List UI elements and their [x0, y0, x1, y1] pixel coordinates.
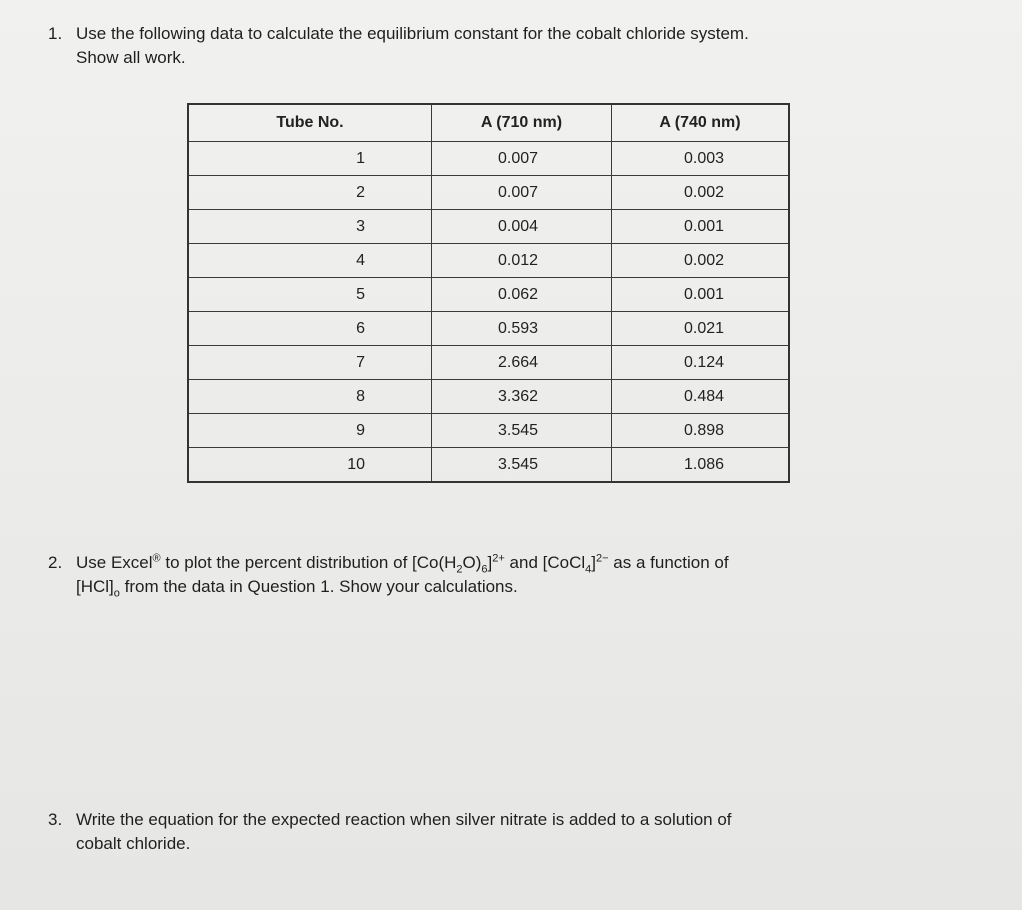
question-3-line-2: cobalt chloride. [76, 834, 191, 853]
table-row [188, 210, 789, 244]
cell-tube-no: 9 [188, 414, 432, 448]
cell-a-710: 2.664 [432, 346, 612, 380]
table-row [188, 346, 789, 380]
registered-mark: ® [152, 552, 161, 565]
question-3-number: 3. [48, 810, 63, 829]
cell-a-740: 1.086 [612, 448, 790, 483]
header-a-710: A (710 nm) [432, 104, 612, 142]
cell-tube-no: 3 [188, 210, 432, 244]
table-row [188, 176, 789, 210]
and-text: and [CoCl [504, 553, 586, 572]
cell-a-710: 3.545 [432, 448, 612, 483]
cell-a-710: 0.007 [432, 176, 612, 210]
tail-text: as a function of [608, 553, 729, 572]
cell-tube-no: 1 [188, 142, 432, 176]
cell-a-710: 3.362 [432, 380, 612, 414]
table-header-row [188, 104, 789, 142]
header-tube-no: Tube No. [188, 104, 432, 142]
cell-tube-no: 5 [188, 278, 432, 312]
question-1-line-1: Use the following data to calculate the equilibrium constant for the cobalt chloride system. [76, 24, 749, 43]
cell-a-740: 0.002 [612, 176, 790, 210]
cell-tube-no: 8 [188, 380, 432, 414]
question-1-number: 1. [48, 24, 63, 43]
question-2-line-2 [76, 575, 936, 599]
cell-a-710: 0.012 [432, 244, 612, 278]
table-row [188, 244, 789, 278]
table-row [188, 278, 789, 312]
cell-tube-no: 4 [188, 244, 432, 278]
bracket-2: ] [591, 553, 597, 572]
table-row [188, 414, 789, 448]
subscript-2: 2 [456, 563, 463, 576]
cell-tube-no: 6 [188, 312, 432, 346]
question-2-line-1 [76, 551, 936, 575]
cell-a-710: 0.004 [432, 210, 612, 244]
table-row [188, 448, 789, 483]
cell-a-740: 0.002 [612, 244, 790, 278]
excel-text: Use Excel [76, 553, 153, 572]
cell-a-740: 0.001 [612, 278, 790, 312]
header-a-740: A (740 nm) [612, 104, 790, 142]
cell-a-740: 0.124 [612, 346, 790, 380]
cell-a-710: 3.545 [432, 414, 612, 448]
table-row [188, 142, 789, 176]
question-1-line-2: Show all work. [76, 48, 186, 67]
cell-a-710: 0.062 [432, 278, 612, 312]
cell-a-710: 0.593 [432, 312, 612, 346]
cell-a-740: 0.021 [612, 312, 790, 346]
question-2-line-2-end: from the data in Question 1. Show your calculations. [119, 577, 518, 596]
subscript-4: 4 [585, 563, 592, 576]
subscript-6: 6 [481, 563, 488, 576]
table-row [188, 312, 789, 346]
cell-a-740: 0.003 [612, 142, 790, 176]
hcl-text: [HCl] [76, 577, 114, 596]
cell-a-710: 0.007 [432, 142, 612, 176]
charge-1: 2+ [492, 552, 505, 565]
o-part: O) [462, 553, 482, 572]
absorbance-table [187, 103, 790, 483]
subscript-o: o [113, 587, 120, 600]
cell-a-740: 0.484 [612, 380, 790, 414]
table-body [188, 142, 789, 483]
cell-tube-no: 10 [188, 448, 432, 483]
bracket-1: ] [487, 553, 493, 572]
cell-a-740: 0.001 [612, 210, 790, 244]
plot-text: to plot the percent distribution of [Co(H [160, 553, 457, 572]
cell-tube-no: 7 [188, 346, 432, 380]
question-1-text [76, 22, 926, 70]
question-3-line-1: Write the equation for the expected reaction when silver nitrate is added to a solution of [76, 810, 732, 829]
question-2-number: 2. [48, 553, 63, 572]
table-row [188, 380, 789, 414]
cell-tube-no: 2 [188, 176, 432, 210]
charge-2: 2− [596, 552, 609, 565]
cell-a-740: 0.898 [612, 414, 790, 448]
question-3-text [76, 808, 936, 856]
question-2-text [76, 551, 936, 599]
